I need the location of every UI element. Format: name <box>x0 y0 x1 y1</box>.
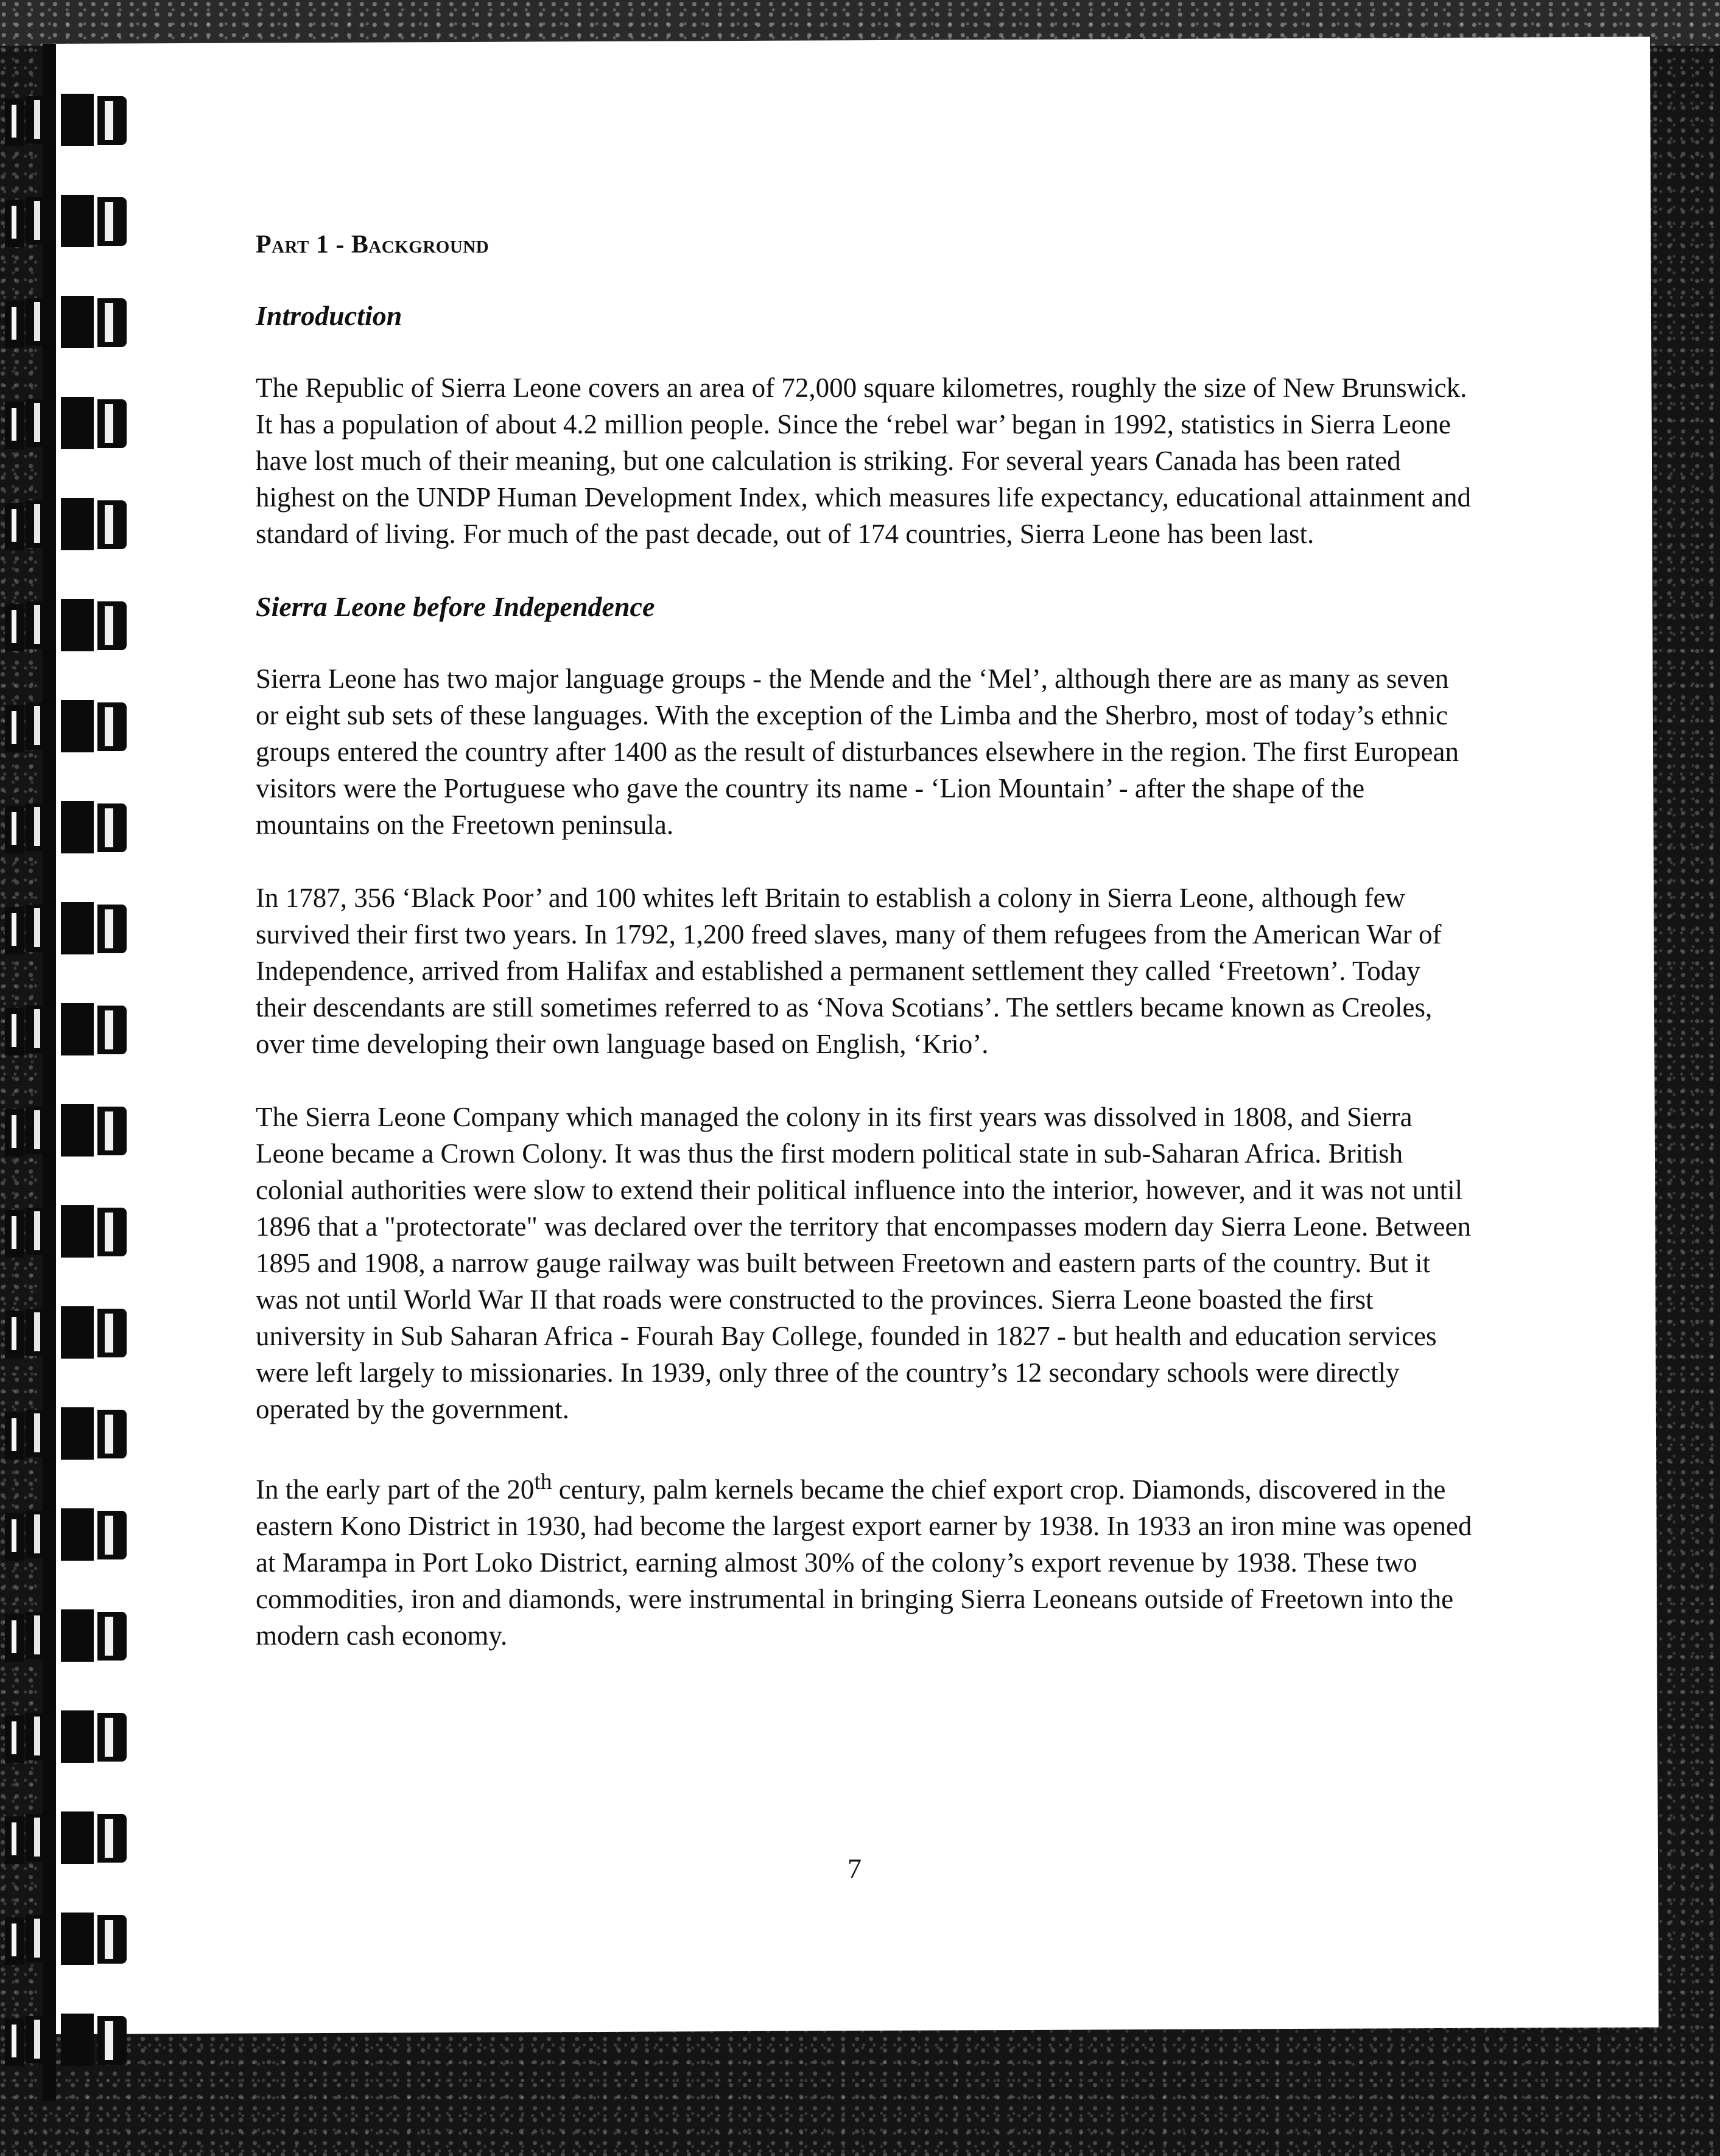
binding-coil <box>5 1405 133 1461</box>
binding-coil <box>5 192 133 248</box>
binding-coil <box>5 495 133 551</box>
binding-coil <box>5 1203 133 1259</box>
binding-coil <box>5 900 133 956</box>
exports-text-rest: century, palm kernels became the chief export crop. Diamonds, discovered in the eastern Kono District in 1930, had become the largest export earner by 1938. In 1933 an iron mine was opened at Marampa in Port Loko District, earning almost 30% of the colony’s export revenue by 1938. These two commodities, iron and diamonds, were instrumental in bringing Sierra Leoneans outside of Freetown into the modern cash economy. <box>256 1474 1472 1651</box>
binding-coil <box>5 1708 133 1764</box>
binding-coil <box>5 597 133 653</box>
paragraph-crown-colony: The Sierra Leone Company which managed the colony in its first years was dissolved in 1808, and Sierra Leone became a Crown Colony. It was thus the first modern political state in sub-Saharan Africa. British colonial authorities were slow to extend their political influence into the interior, however, and it was not until 1896 that a "protectorate" was declared over the territory that encompasses modern day Sierra Leone. Between 1895 and 1908, a narrow gauge railway was built between Freetown and eastern parts of the country. But it was not until World War II that roads were constructed to the provinces. Sierra Leone boasted the first university in Sub Saharan Africa - Fourah Bay College, founded in 1827 - but health and education services were left largely to missionaries. In 1939, only three of the country’s 12 secondary schools were directly operated by the government. <box>256 1102 1471 1424</box>
binding-coil <box>5 1001 133 1057</box>
binding-coil <box>5 1304 133 1360</box>
binding-coil <box>5 1102 133 1158</box>
paragraph-introduction: The Republic of Sierra Leone covers an area of 72,000 square kilometres, roughly the size of New Brunswick. It has a population of about 4.2 million people. Since the ‘rebel war’ began in 1992, statistics in Sierra Leone have lost much of their meaning, but one calculation is striking. For several years Canada has been rated highest on the UNDP Human Development Index, which measures life expectancy, educational attainment and standard of living. For much of the past decade, out of 174 countries, Sierra Leone has been last. <box>256 373 1472 549</box>
section-heading-introduction: Introduction <box>256 300 402 331</box>
exports-text-start: In the early part of the 20 <box>256 1474 535 1505</box>
binding-coil <box>5 91 133 147</box>
binding-coil <box>5 1910 133 1966</box>
binding-coil <box>5 1809 133 1865</box>
paragraph-freetown-settlement: In 1787, 356 ‘Black Poor’ and 100 whites left Britain to establish a colony in Sierra Leone, although few survived their first two years. In 1792, 1,200 freed slaves, many of them refugees from the American War of Independence, arrived from Halifax and established a permanent settlement they called ‘Freetown’. Today their descendants are still sometimes referred to as ‘Nova Scotians’. The settlers became known as Creoles, over time developing their own language based on English, ‘Krio’. <box>256 883 1442 1059</box>
paragraph-exports <box>256 1464 1473 1654</box>
binding-coil <box>5 799 133 855</box>
binding-coil <box>5 293 133 349</box>
ordinal-suffix: th <box>534 1469 552 1494</box>
paragraph-language-groups: Sierra Leone has two major language groups - the Mende and the ‘Mel’, although there are as many as seven or eight sub sets of these languages. With the exception of the Limba and the Sherbro, most of today’s ethnic groups entered the country after 1400 as the result of disturbances elsewhere in the region. The first European visitors were the Portuguese who gave the country its name - ‘Lion Mountain’ - after the shape of the mountains on the Freetown peninsula. <box>256 663 1459 840</box>
spiral-binding-spine <box>43 44 56 2101</box>
part-heading: Part 1 - Background <box>256 231 490 259</box>
binding-coil <box>5 1506 133 1562</box>
section-heading-before-independence: Sierra Leone before Independence <box>256 591 655 622</box>
binding-coil <box>5 2011 133 2067</box>
binding-coil <box>5 394 133 450</box>
page-number: 7 <box>848 1853 862 1884</box>
binding-coil <box>5 1607 133 1663</box>
page-content <box>256 226 1473 1690</box>
binding-coil <box>5 698 133 754</box>
